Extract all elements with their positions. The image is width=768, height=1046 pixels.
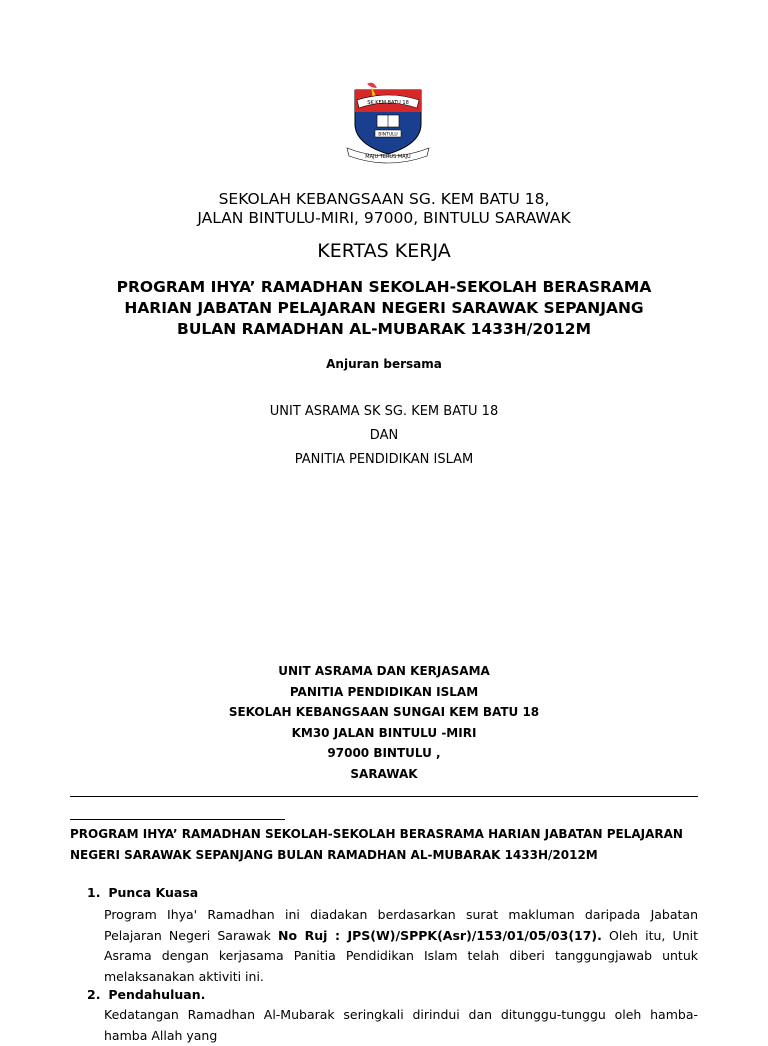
anjuran-label: Anjuran bersama — [326, 357, 442, 371]
program-title — [0, 277, 768, 340]
address-line: SARAWAK — [350, 766, 418, 781]
address-line: PANITIA PENDIDIKAN ISLAM — [289, 684, 479, 699]
section-number: 1. — [87, 885, 101, 900]
address-line: SEKOLAH KEBANGSAAN SUNGAI KEM BATU 18 — [228, 705, 540, 719]
logo-motto: MAJU TERUS MAJU — [365, 154, 411, 160]
program-title-line: BULAN RAMADHAN AL-MUBARAK 1433H/2012M — [177, 320, 591, 338]
organizer-line: UNIT ASRAMA SK SG. KEM BATU 18 — [269, 404, 499, 419]
school-address: JALAN BINTULU-MIRI, 97000, BINTULU SARAWAK — [197, 209, 571, 227]
doc-title: KERTAS KERJA — [317, 240, 451, 262]
school-logo — [343, 82, 433, 164]
section-heading — [87, 987, 205, 1002]
program-title-line: HARIAN JABATAN PELAJARAN NEGERI SARAWAK SEPANJANG — [124, 299, 644, 317]
school-name: SEKOLAH KEBANGSAAN SG. KEM BATU 18, — [218, 190, 550, 208]
organizer-line: DAN — [369, 428, 399, 443]
section-paragraph — [104, 1005, 698, 1046]
organizers — [0, 400, 768, 472]
divider-line — [70, 796, 698, 797]
body-title-line: PROGRAM IHYA’ RAMADHAN SEKOLAH-SEKOLAH BERASRAMA HARIAN JABATAN PELAJARAN — [70, 827, 683, 841]
organizer-line: PANITIA PENDIDIKAN ISLAM — [294, 452, 474, 467]
address-line: KM30 JALAN BINTULU -MIRI — [291, 725, 477, 740]
section-title: Pendahuluan. — [108, 987, 206, 1002]
address-line: UNIT ASRAMA DAN KERJASAMA — [278, 664, 490, 678]
paragraph-text: Kedatangan Ramadhan Al-Mubarak seringkali dirindui dan ditunggu-tunggu oleh hamba-hamba Allah yang — [104, 1007, 698, 1043]
body-title-line: NEGERI SARAWAK SEPANJANG BULAN RAMADHAN AL-MUBARAK 1433H/2012M — [70, 847, 598, 862]
school-header — [0, 190, 768, 228]
section-paragraph — [104, 905, 698, 987]
section-number: 2. — [87, 987, 101, 1002]
logo-banner-text: SK KEM BATU 18 — [367, 100, 409, 106]
logo-shield-text: BINTULU — [378, 132, 398, 138]
section-title: Punca Kuasa — [108, 885, 199, 900]
address-block — [0, 661, 768, 784]
paragraph-text: Program Ihya' Ramadhan ini diadakan berdasarkan surat makluman daripada Jabatan Pelajaran Negeri Sarawak — [104, 907, 698, 943]
program-title-line: PROGRAM IHYA’ RAMADHAN SEKOLAH-SEKOLAH BERASRAMA — [116, 278, 652, 296]
divider-line-short — [70, 819, 285, 820]
address-line: 97000 BINTULU , — [327, 746, 441, 760]
reference-number: No Ruj : JPS(W)/SPPK(Asr)/153/01/05/03(17). — [278, 927, 602, 943]
paragraph-text: Oleh itu, Unit Asrama dengan kerjasama Panitia Pendidikan Islam telah diberi tanggungjawab untuk melaksanakan aktiviti ini. — [104, 927, 699, 984]
body-title — [70, 824, 710, 865]
section-heading — [87, 885, 198, 900]
